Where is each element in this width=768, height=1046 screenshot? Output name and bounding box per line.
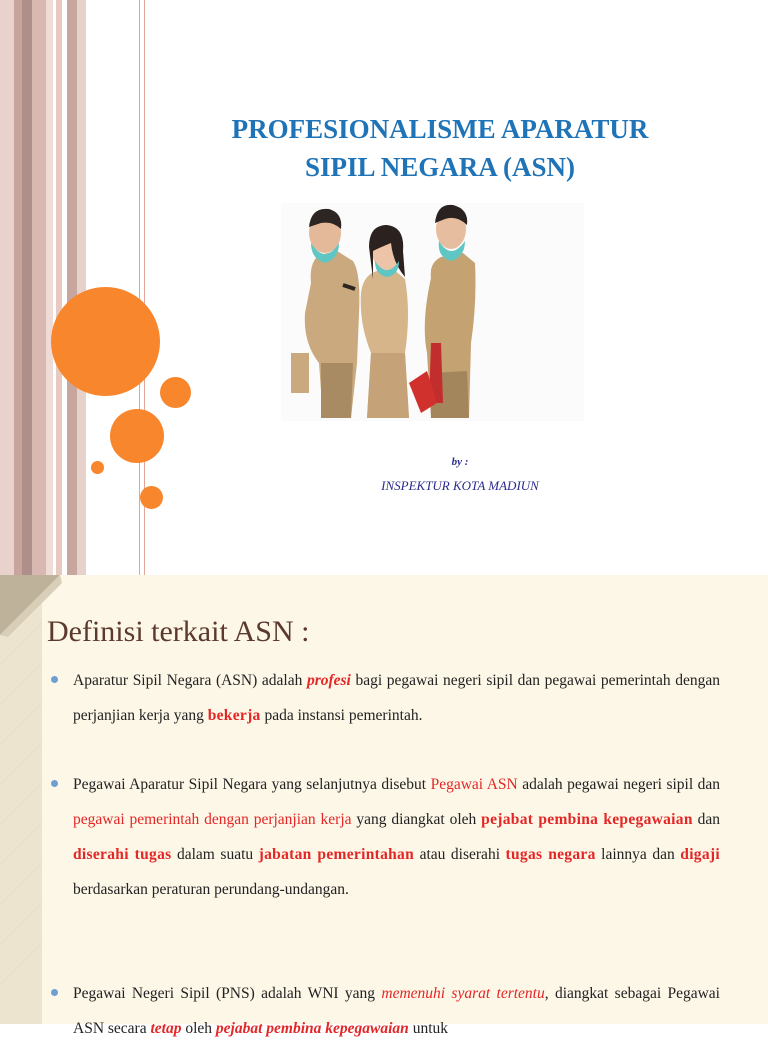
by-label: by : <box>451 456 469 468</box>
slide-heading: Definisi terkait ASN : <box>47 615 310 648</box>
text-run: Aparatur Sipil Negara (ASN) adalah <box>73 672 307 689</box>
text-run: Pegawai Aparatur Sipil Negara yang selanjutnya disebut <box>73 776 431 793</box>
text-run: adalah pegawai negeri sipil dan <box>517 776 720 793</box>
highlight-text: profesi <box>306 672 351 689</box>
highlight-text: pejabat pembina kepegawaian <box>215 1020 409 1037</box>
text-run: Pegawai Negeri Sipil (PNS) adalah WNI yang <box>73 985 382 1002</box>
slide-title-line1: PROFESIONALISME APARATUR <box>231 114 649 144</box>
decor-stripe <box>67 0 77 575</box>
civil-servants-illustration <box>281 203 584 421</box>
highlight-text: digaji <box>680 846 720 863</box>
text-run: yang diangkat oleh <box>351 811 482 828</box>
decor-circle-large <box>51 287 160 396</box>
text-run: dalam suatu <box>171 846 259 863</box>
highlight-text: bekerja <box>207 707 261 724</box>
decor-stripe <box>14 0 22 575</box>
decor-circle <box>140 486 163 509</box>
text-run: pada instansi pemerintah. <box>260 707 423 724</box>
decor-stripe <box>22 0 32 575</box>
text-run: oleh <box>181 1020 216 1037</box>
decor-circle <box>110 409 164 463</box>
bullet-icon <box>51 989 58 996</box>
decor-circle-small <box>91 461 104 474</box>
text-run: berdasarkan peraturan perundang-undangan. <box>73 881 349 898</box>
definition-slide <box>0 575 768 1037</box>
decor-circle <box>160 377 191 408</box>
center-officer-figure <box>361 225 409 418</box>
highlight-text: diserahi tugas <box>73 846 172 863</box>
slide-title <box>150 110 730 186</box>
highlight-text: memenuhi syarat tertentu <box>381 985 545 1002</box>
text-run: lainnya dan <box>595 846 681 863</box>
highlight-text: jabatan pemerintahan <box>258 846 415 863</box>
right-officer-figure <box>409 205 476 418</box>
definition-paragraph-pegawai-asn <box>73 767 720 907</box>
text-run: bagi pegawai negeri sipil dan pegawai pemerintah dengan perjanjian kerja yang <box>73 672 720 724</box>
left-officer-figure <box>291 209 359 418</box>
decor-stripe <box>0 0 14 575</box>
text-run: , diangkat sebagai Pegawai ASN secara <box>73 985 720 1037</box>
highlight-text: tetap <box>150 1020 182 1037</box>
author-name: INSPEKTUR KOTA MADIUN <box>381 478 539 493</box>
text-run: untuk <box>408 1020 448 1037</box>
text-run: atau diserahi <box>414 846 506 863</box>
decor-stripe <box>46 0 53 575</box>
bullet-icon <box>51 676 58 683</box>
highlight-text: tugas negara <box>505 846 596 863</box>
definition-paragraph-pns <box>73 976 720 1046</box>
definition-paragraph-asn <box>73 663 720 733</box>
highlight-text: pegawai pemerintah dengan perjanjian kerja <box>73 811 352 828</box>
decor-stripe <box>32 0 46 575</box>
text-run: dan <box>692 811 720 828</box>
bullet-icon <box>51 780 58 787</box>
slide-title-line2: SIPIL NEGARA (ASN) <box>304 152 576 182</box>
highlight-text: Pegawai ASN <box>430 776 518 793</box>
decor-line <box>139 0 140 575</box>
decor-stripe <box>77 0 86 575</box>
highlight-text: pejabat pembina kepegawaian <box>481 811 693 828</box>
